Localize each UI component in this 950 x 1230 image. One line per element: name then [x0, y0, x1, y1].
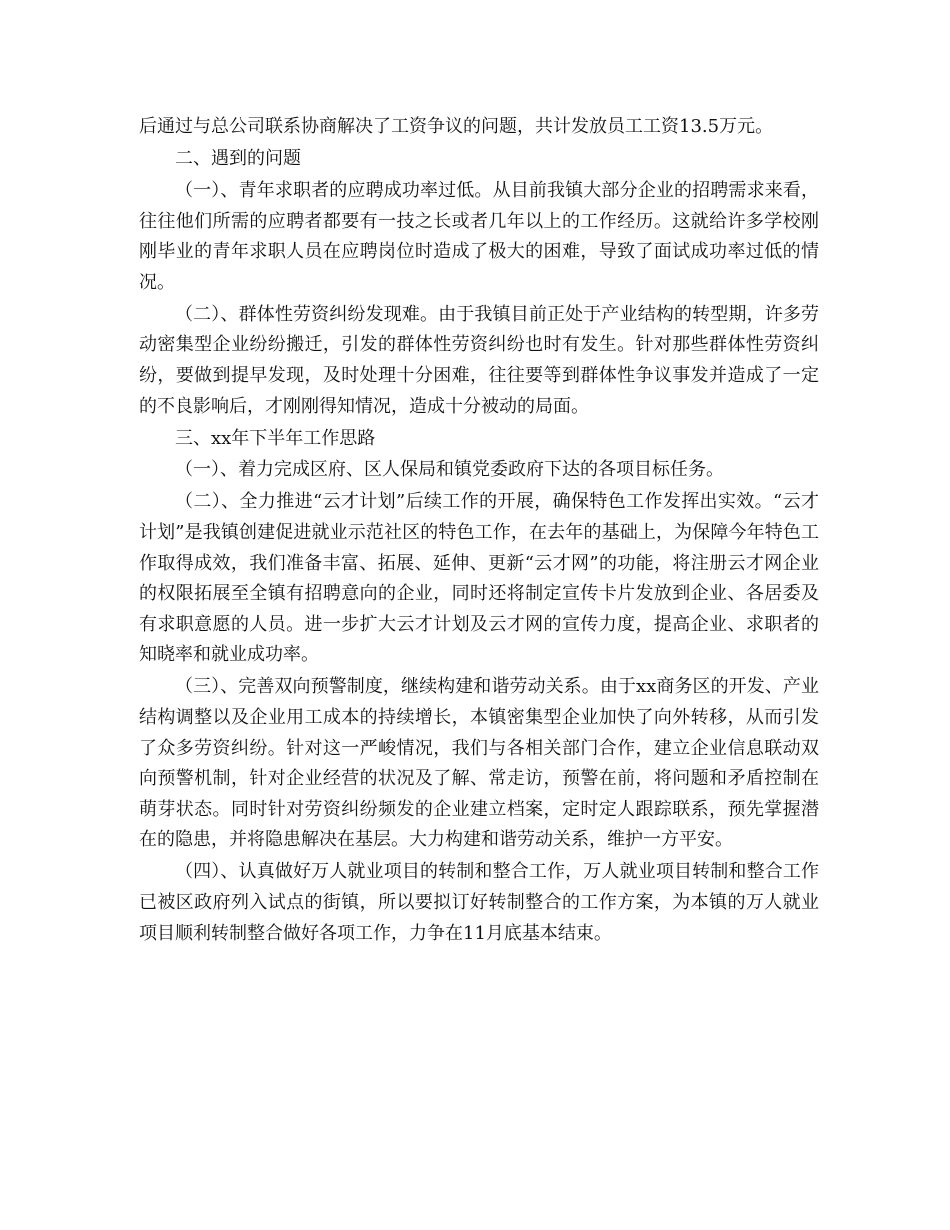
- section-heading-problems: 二、遇到的问题: [175, 147, 301, 169]
- document-page: [139, 112, 819, 951]
- paragraph-plan-4: （四）、认真做好万人就业项目的转制和整合工作，万人就业项目转制和整合工作已被区政府列入试点的街镇，所以要拟订好转制整合的工作方案，为本镇的万人就业项目顺利转制整合做好各项工作，力争在11月底基本结束。: [139, 861, 819, 944]
- paragraph-problem-1: （一）、青年求职者的应聘成功率过低。从目前我镇大部分企业的招聘需求来看，往往他们所需的应聘者都要有一技之长或者几年以上的工作经历。这就给许多学校刚刚毕业的青年求职人员在应聘岗位时造成了极大的困难，导致了面试成功率过低的情况。: [139, 179, 819, 293]
- paragraph-plan-3: （三）、完善双向预警制度，继续构建和谐劳动关系。由于xx商务区的开发、产业结构调整以及企业用工成本的持续增长，本镇密集型企业加快了向外转移，从而引发了众多劳资纠纷。针对这一严峻情况，我们与各相关部门合作，建立企业信息联动双向预警机制，针对企业经营的状况及了解、常走访，预警在前，将问题和矛盾控制在萌芽状态。同时针对劳资纠纷频发的企业建立档案，定时定人跟踪联系，预先掌握潜在的隐患，并将隐患解决在基层。大力构建和谐劳动关系，维护一方平安。: [139, 676, 819, 851]
- section-heading-plan: 三、xx年下半年工作思路: [175, 427, 376, 449]
- paragraph-continuation: 后通过与总公司联系协商解决了工资争议的问题，共计发放员工工资13.5万元。: [139, 116, 774, 137]
- paragraph-plan-2: （二）、全力推进“云才计划”后续工作的开展，确保特色工作发挥出实效。“云才计划”是我镇创建促进就业示范社区的特色工作，在去年的基础上，为保障今年特色工作取得成效，我们准备丰富、拓展、延伸、更新“云才网”的功能，将注册云才网企业的权限拓展至全镇有招聘意向的企业，同时还将制定宣传卡片发放到企业、各居委及有求职意愿的人员。进一步扩大云才计划及云才网的宣传力度，提高企业、求职者的知晓率和就业成功率。: [139, 491, 819, 666]
- paragraph-problem-2: （二）、群体性劳资纠纷发现难。由于我镇目前正处于产业结构的转型期，许多劳动密集型企业纷纷搬迁，引发的群体性劳资纠纷也时有发生。针对那些群体性劳资纠纷，要做到提早发现，及时处理十分困难，往往要等到群体性争议事发并造成了一定的不良影响后，才刚刚得知情况，造成十分被动的局面。: [139, 303, 819, 417]
- paragraph-plan-1: （一）、着力完成区府、区人保局和镇党委政府下达的各项目标任务。: [175, 459, 724, 481]
